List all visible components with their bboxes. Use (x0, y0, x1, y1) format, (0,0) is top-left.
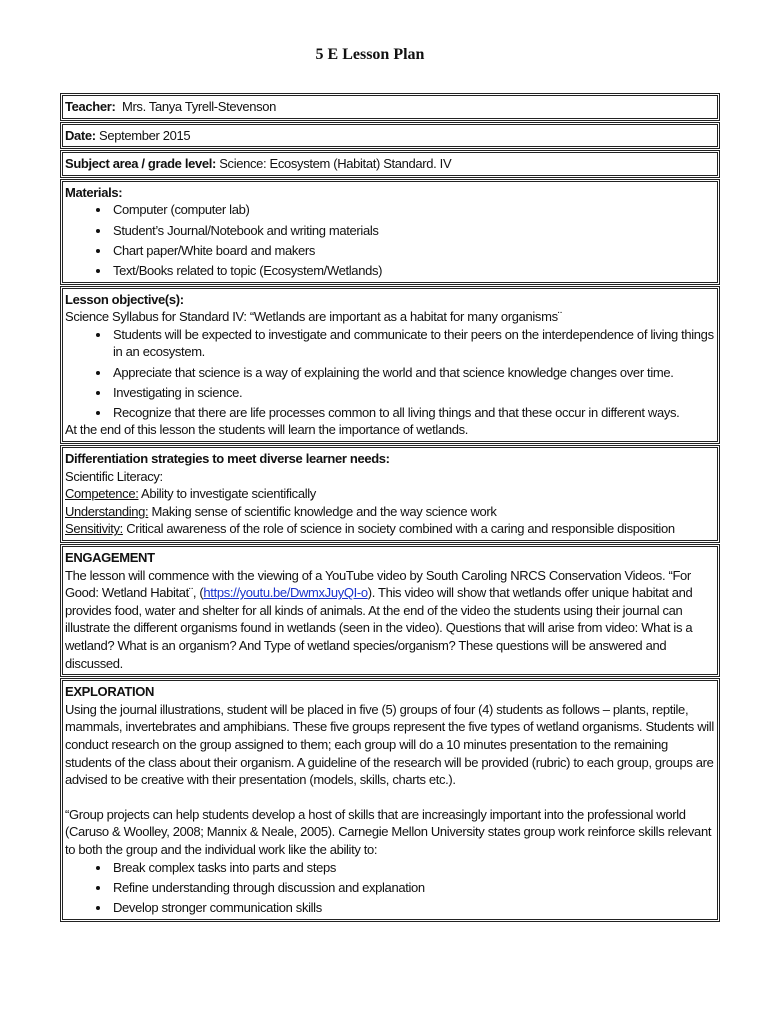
lesson-plan-table (60, 93, 720, 923)
subject-value: Science: Ecosystem (Habitat) Standard. IV (219, 156, 452, 172)
objectives-intro: Science Syllabus for Standard IV: “Wetlands are important as a habitat for many organisms¨ (65, 309, 562, 325)
list-item: • Refine understanding through discussion and explanation (111, 879, 714, 897)
engagement-label: ENGAGEMENT (65, 550, 155, 566)
date-value: September 2015 (99, 127, 191, 143)
list-item: • Chart paper/White board and makers (111, 242, 714, 260)
scientific-literacy: Scientific Literacy: (65, 468, 163, 484)
date-label: Date: (65, 127, 96, 143)
competence-term: Competence: (65, 486, 139, 502)
sensitivity-text: Critical awareness of the role of science in society combined with a caring and responsible disposition (122, 521, 675, 537)
understanding-line (65, 503, 714, 521)
objectives-label: Lesson objective(s): (65, 291, 184, 307)
objectives-list (65, 326, 714, 422)
sensitivity-line (65, 520, 714, 538)
subject-row (60, 150, 720, 178)
list-item: • Break complex tasks into parts and steps (111, 859, 714, 877)
materials-row (60, 179, 720, 285)
subject-label: Subject area / grade level: (65, 156, 216, 172)
materials-list (65, 201, 714, 279)
differentiation-label: Differentiation strategies to meet diverse learner needs: (65, 451, 390, 467)
teacher-row (60, 93, 720, 121)
differentiation-row (60, 445, 720, 543)
teacher-label: Teacher: (65, 99, 116, 114)
exploration-paragraph-2: “Group projects can help students develop a host of skills that are increasingly important into the professional world (Caruso & Woolley, 2008; Mannix & Neale, 2005). Carnegie Mellon University states group work reinforce skills relevant to both the group and the individual work like the ability to: (65, 806, 712, 857)
list-item: • Recognize that there are life processes common to all living things and that these occur in different ways. (111, 404, 714, 422)
understanding-text: Making sense of scientific knowledge and the way science work (148, 503, 497, 519)
list-item: • Develop stronger communication skills (111, 899, 714, 917)
list-item: • Student’s Journal/Notebook and writing materials (111, 222, 714, 240)
competence-line (65, 485, 714, 503)
engagement-text (65, 567, 714, 673)
objectives-row (60, 286, 720, 445)
objectives-closing: At the end of this lesson the students will learn the importance of wetlands. (65, 422, 469, 438)
materials-label: Materials: (65, 184, 123, 200)
exploration-paragraph-1: Using the journal illustrations, student will be placed in five (5) groups of four (4) students as follows – plants, reptile, mammals, invertebrates and amphibians. These five groups represent the five types of wetland organisms. Students will conduct research on the group assigned to them; each group will do a 10 minutes presentation to the remaining students of the class about their organism. A guideline of the research will be provided (rubric) to each group, groups are advised to be creative with their presentation (models, skills, charts etc.). (65, 701, 714, 788)
understanding-term: Understanding: (65, 503, 149, 519)
teacher-value: Mrs. Tanya Tyrell-Stevenson (121, 99, 277, 114)
engagement-row (60, 544, 720, 677)
exploration-label: EXPLORATION (65, 684, 155, 700)
list-item: • Computer (computer lab) (111, 201, 714, 219)
list-item: • Text/Books related to topic (Ecosystem/Wetlands) (111, 262, 714, 280)
list-item: • Appreciate that science is a way of explaining the world and that science knowledge changes over time. (111, 364, 714, 382)
list-item: • Investigating in science. (111, 384, 714, 402)
date-row (60, 122, 720, 150)
exploration-list (65, 859, 714, 917)
list-item: • Students will be expected to investigate and communicate to their peers on the interdependence of living things in an ecosystem. (111, 326, 714, 361)
competence-text: Ability to investigate scientifically (138, 486, 316, 502)
document-title: 5 E Lesson Plan (315, 46, 425, 63)
video-link[interactable]: https://youtu.be/DwmxJuyQI-o (203, 585, 368, 601)
engagement-text-end: ). This video will show that wetlands offer unique habitat and provides food, water and shelter for all kinds of animals. At the end of the video the students using their journal can illustrate the different organisms found in wetlands (seen in the video). Questions that will arise from video: What is a wetland? What is an organism? And Type of wetland species/organism? These questions will be answered and discussed. (65, 585, 693, 671)
engagement-text-start: The lesson will commence with the viewing of a YouTube video by South Caroling NRCS Conservation Videos. “For Good: Wetland Habitat¨, ( (65, 567, 691, 601)
sensitivity-term: Sensitivity: (65, 521, 123, 537)
exploration-row (60, 678, 720, 921)
